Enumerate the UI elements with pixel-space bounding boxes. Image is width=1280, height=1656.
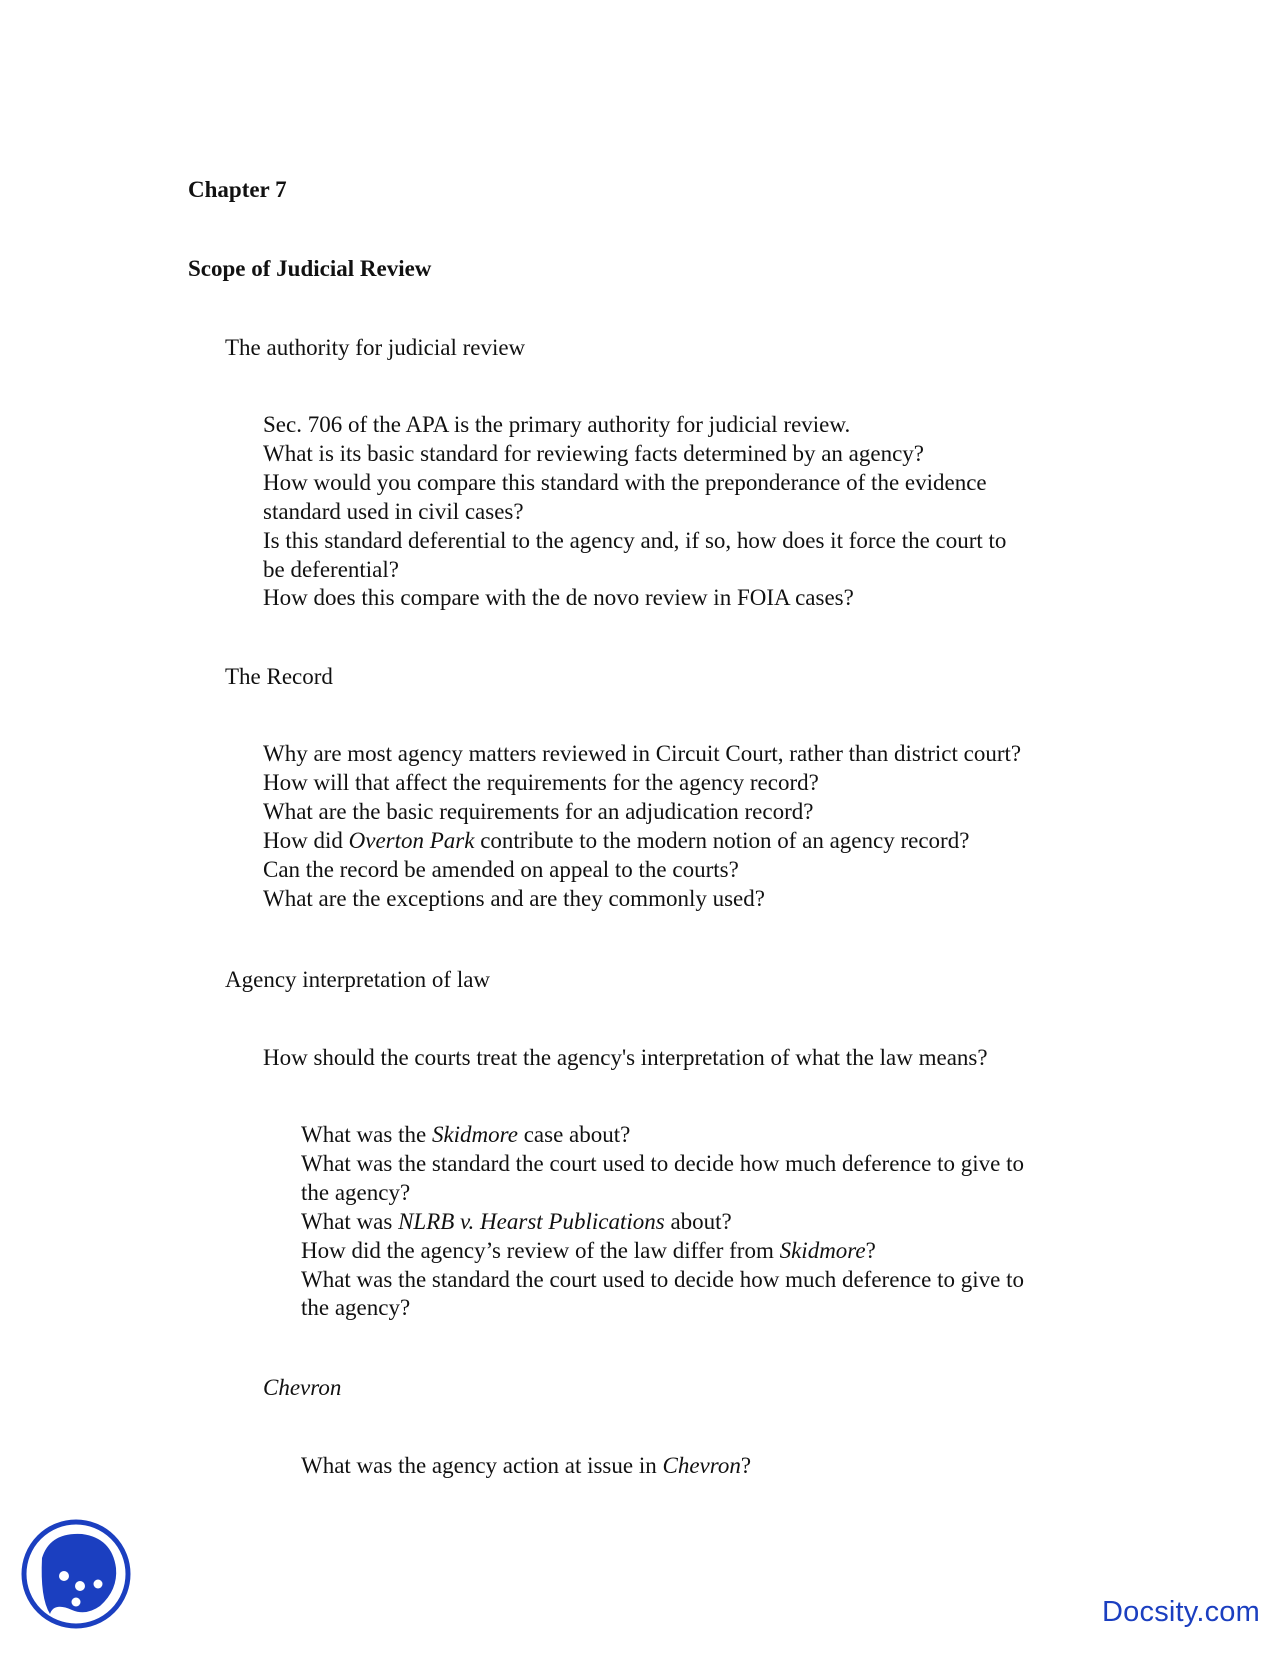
section-body-interpretation [301, 1121, 1161, 1323]
section-heading-chevron [263, 1373, 341, 1402]
case-name: Chevron [263, 1375, 342, 1400]
text-line: What was the standard the court used to decide how much deference to give to [301, 1266, 1024, 1292]
text-segment: What was the [301, 1122, 432, 1147]
chapter-label: Chapter 7 [188, 177, 287, 202]
text-line: What are the basic requirements for an adjudication record? [263, 798, 814, 824]
text-segment: contribute to the modern notion of an agency record? [474, 827, 970, 853]
text-line: How would you compare this standard with the preponderance of the evidence [263, 469, 987, 495]
text-line: What are the exceptions and are they commonly used? [263, 885, 765, 911]
text-line: Can the record be amended on appeal to the courts? [263, 856, 739, 882]
text-segment: How did the agency’s review of the law differ from [301, 1237, 780, 1263]
brand-watermark: Docsity.com [1102, 1596, 1260, 1628]
text-line [301, 1208, 1161, 1237]
section-heading-interpretation: Agency interpretation of law [225, 967, 491, 992]
text-segment: What was the agency action at issue in [301, 1453, 663, 1478]
docsity-logo-icon [20, 1518, 132, 1630]
text-segment: ? [740, 1453, 752, 1478]
case-name: Chevron [662, 1453, 741, 1478]
section-body-record [263, 740, 1123, 913]
section-heading-authority: The authority for judicial review [225, 335, 526, 360]
text-line: the agency? [301, 1295, 411, 1321]
text-line [301, 1237, 1161, 1266]
section-body-authority [263, 411, 1123, 613]
case-name: Skidmore [779, 1237, 866, 1263]
text-line: standard used in civil cases? [263, 498, 524, 524]
text-line: How does this compare with the de novo review in FOIA cases? [263, 585, 854, 611]
case-name: Overton Park [348, 827, 475, 853]
text-line: How will that affect the requirements for the agency record? [263, 769, 819, 795]
chevron-question [301, 1451, 751, 1480]
text-line [301, 1121, 1161, 1150]
case-name: Skidmore [431, 1122, 518, 1147]
section-heading-record: The Record [225, 664, 333, 689]
text-segment: ? [865, 1237, 876, 1263]
text-line: What was the standard the court used to decide how much deference to give to [301, 1150, 1024, 1176]
text-line: the agency? [301, 1179, 411, 1205]
text-segment: What was [301, 1208, 399, 1234]
case-name: NLRB v. Hearst Publications [398, 1208, 665, 1234]
page-title: Scope of Judicial Review [188, 256, 432, 281]
section-question: How should the courts treat the agency's interpretation of what the law means? [263, 1045, 988, 1070]
text-line: be deferential? [263, 556, 399, 582]
text-line [263, 827, 1123, 856]
text-line: Sec. 706 of the APA is the primary authority for judicial review. [263, 412, 851, 437]
text-line: Why are most agency matters reviewed in Circuit Court, rather than district court? [263, 741, 1022, 766]
text-line: Is this standard deferential to the agency and, if so, how does it force the court to [263, 527, 1007, 553]
text-line: What is its basic standard for reviewing facts determined by an agency? [263, 440, 925, 466]
text-segment: case about? [517, 1122, 631, 1147]
text-segment: How did [263, 827, 349, 853]
text-segment: about? [664, 1208, 732, 1234]
